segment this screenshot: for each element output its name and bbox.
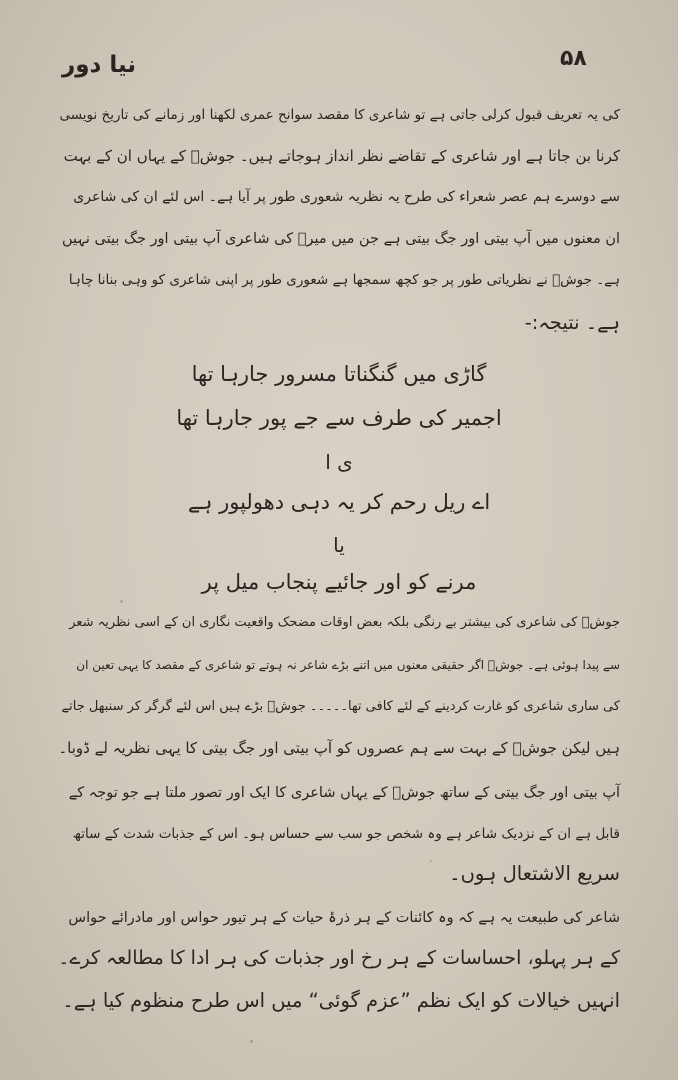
verse-line: مرنے کو اور جائیے پنجاب میل پر — [201, 570, 477, 594]
verse-line: اجمیر کی طرف سے جے پور جارہا تھا — [176, 406, 502, 430]
text-line: کی ساری شاعری کو غارت کردینے کے لئے کافی تھا۔۔۔۔۔ جوشؔ بڑے ہیں اس لئے گرگر کر سنبھل جاتے — [61, 699, 620, 714]
text-line: جوشؔ کی شاعری کی بیشتر بے رنگی بلکہ بعض اوقات مضحک واقعیت نگاری ان کے اسی نظریہ شعر — [69, 615, 620, 630]
running-title: نیا دور — [62, 52, 137, 78]
text-line: ہے۔ نتیجہ:- — [524, 311, 620, 334]
text-line: کی یہ تعریف قبول کرلی جاتی ہے تو شاعری کا مقصد سوانح عمری لکھنا اور زمانے کی تاریخ نویسی — [59, 107, 620, 123]
text-line: انہیں خیالات کو ایک نظم ”عزم گوئی“ میں اس طرح منظوم کیا ہے۔ — [62, 989, 620, 1012]
text-line: کے ہر پہلو، احساسات کے ہر رخ اور جذبات کی ہر ادا کا مطالعہ کرے۔ — [58, 947, 620, 969]
text-line: ہے۔ جوشؔ نے نظریاتی طور پر جو کچھ سمجھا ہے شعوری طور پر اپنی شاعری کو وہی بنانا چاہا — [68, 272, 620, 288]
verse-separator: یا — [333, 533, 345, 557]
text-line: ہیں لیکن جوشؔ کے بہت سے ہم عصروں کو آپ بیتی اور جگ بیتی کا یہی نظریہ لے ڈوبا۔ — [58, 739, 620, 757]
text-line: ان معنوں میں آپ بیتی اور جگ بیتی ہے جن میں میرؔ کی شاعری آپ بیتی اور جگ بیتی نہیں — [61, 231, 620, 247]
text-line: شاعر کی طبیعت یہ ہے کہ وہ کائنات کے ہر ذرۂ حیات کے ہر تیور حواس اور مادرائے حواس — [68, 910, 620, 926]
text-line: آپ بیتی اور جگ بیتی کے ساتھ جوشؔ کے یہاں شاعری کا ایک اور تصور ملتا ہے جو توجہ کے — [68, 785, 620, 801]
verse-separator: ی ا — [325, 450, 353, 474]
paper-speck — [120, 600, 123, 603]
text-line: کرنا بن جاتا ہے اور شاعری کے تقاضے نظر انداز ہوجاتے ہیں۔ جوشؔ کے یہاں ان کے بہت — [63, 147, 620, 165]
paper-speck — [250, 1040, 253, 1043]
page-number: ۵۸ — [560, 46, 587, 71]
verse-line: گاڑی میں گنگناتا مسرور جارہا تھا — [191, 362, 487, 386]
text-line: سے دوسرے ہم عصر شعراء کی طرح یہ نظریہ شعوری طور پر آیا ہے۔ اس لئے ان کی شاعری — [73, 189, 620, 205]
paper-speck — [430, 860, 432, 862]
text-line: سریع الاشتعال ہوں۔ — [449, 862, 620, 885]
verse-line: اے ریل رحم کر یہ دہی دھولپور ہے — [187, 490, 491, 514]
text-line: سے پیدا ہوئی ہے۔ جوشؔ اگر حقیقی معنوں میں اتنے بڑے شاعر نہ ہوتے تو شاعری کے مقصد کا یہی تعین ان — [76, 658, 620, 672]
text-line: قابل ہے ان کے نزدیک شاعر ہے وہ شخص جو سب سے حساس ہو۔ اس کے جذبات شدت کے ساتھ — [72, 826, 620, 842]
